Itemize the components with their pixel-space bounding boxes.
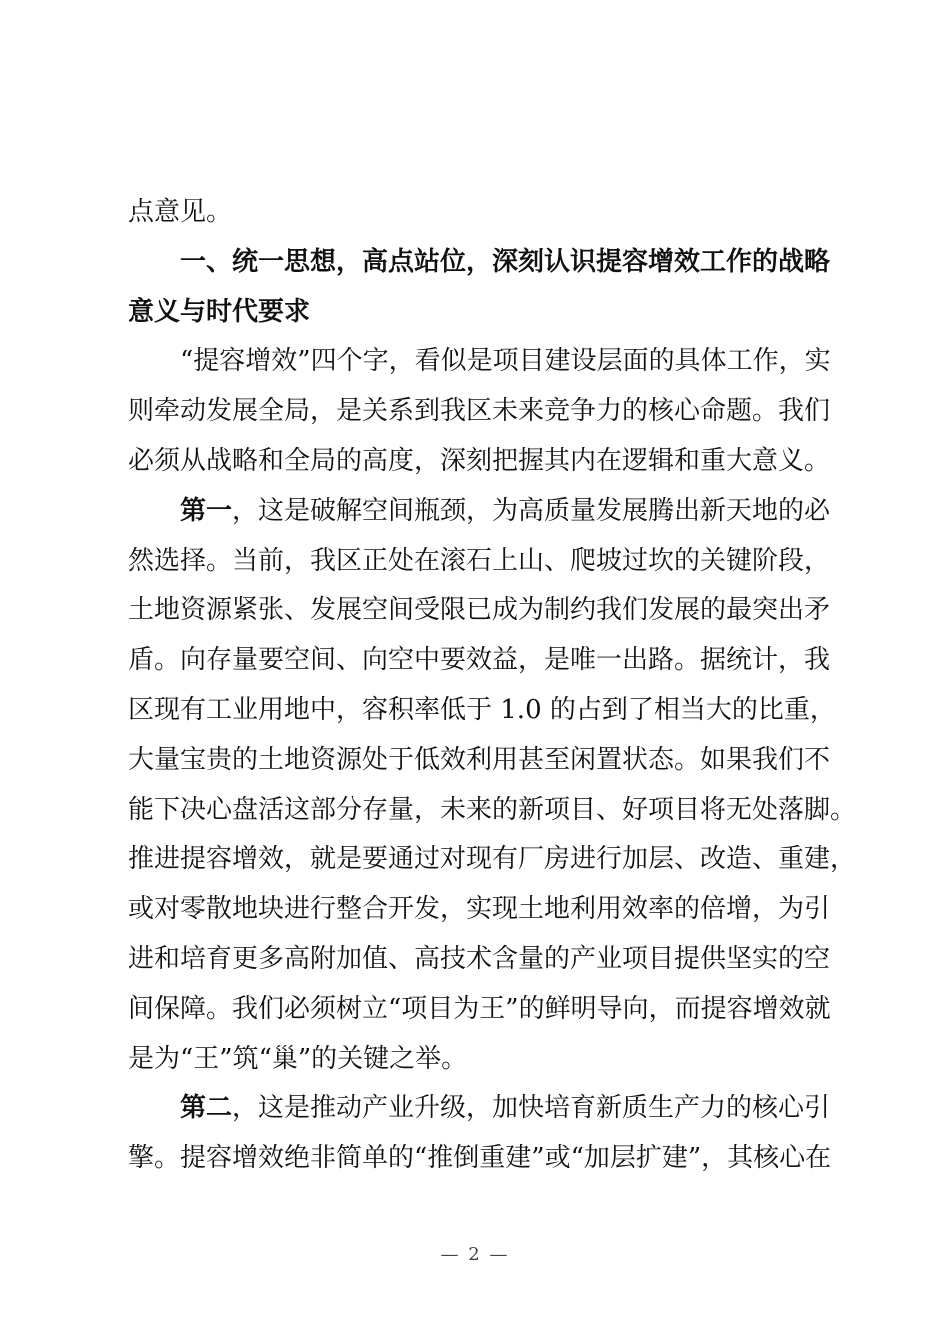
section-heading-line (128, 238, 831, 288)
page-number: — 2 — (440, 1244, 510, 1265)
line-text: 意义与时代要求 (128, 296, 311, 327)
document-body (128, 188, 857, 1184)
line-text: 点意见。 (128, 197, 233, 227)
line-text: 擎。提容增效绝非简单的“推倒重建”或“加层扩建”，其核心在 (128, 1143, 832, 1174)
text-line (128, 387, 831, 437)
text-line (128, 1035, 824, 1085)
line-text: 或对零散地块进行整合开发，实现土地利用效率的倍增，为引 (128, 894, 831, 925)
text-line (128, 437, 831, 487)
line-text: 土地资源紧张、发展空间受限已成为制约我们发展的最突出矛 (128, 595, 831, 626)
lead-term: 第一 (180, 495, 233, 526)
line-text: 进和培育更多高附加值、高技术含量的产业项目提供坚实的空 (128, 943, 831, 974)
line-text: 推进提容增效，就是要通过对现有厂房进行加层、改造、重建， (128, 844, 857, 875)
text-line (128, 537, 831, 587)
line-text: 间保障。我们必须树立“项目为王”的鲜明导向，而提容增效就 (128, 993, 831, 1024)
line-text: 盾。向存量要空间、向空中要效益，是唯一出路。据统计，我 (128, 645, 831, 676)
line-text: 必须从战略和全局的高度，深刻把握其内在逻辑和重大意义。 (128, 445, 831, 476)
line-text: 则牵动发展全局，是关系到我区未来竞争力的核心命题。我们 (128, 396, 831, 427)
text-line (128, 835, 857, 885)
lead-term: 第二 (180, 1093, 233, 1124)
line-text: 一、统一思想，高点站位，深刻认识提容增效工作的战略 (180, 246, 831, 277)
text-line (128, 786, 857, 836)
section-heading-line (128, 288, 824, 338)
text-line (128, 736, 831, 786)
text-line (128, 1134, 832, 1184)
line-text: 然选择。当前，我区正处在滚石上山、爬坡过坎的关键阶段， (128, 545, 831, 576)
text-line (128, 337, 831, 387)
text-line (128, 487, 831, 537)
line-text: “提容增效”四个字，看似是项目建设层面的具体工作，实 (180, 346, 831, 377)
line-text: ，这是推动产业升级，加快培育新质生产力的核心引 (232, 1093, 831, 1124)
line-text: 能下决心盘活这部分存量，未来的新项目、好项目将无处落脚。 (128, 794, 857, 825)
line-text: ，这是破解空间瓶颈，为高质量发展腾出新天地的必 (232, 495, 831, 526)
text-line (128, 985, 831, 1035)
line-text: 大量宝贵的土地资源处于低效利用甚至闲置状态。如果我们不 (128, 744, 831, 775)
line-text: 区现有工业用地中，容积率低于 1.0 的占到了相当大的比重， (128, 694, 836, 725)
text-line (128, 636, 831, 686)
text-line (128, 935, 831, 985)
text-line (128, 885, 831, 935)
text-line (128, 188, 824, 238)
text-line (128, 586, 831, 636)
text-line (128, 1084, 831, 1134)
line-text: 是为“王”筑“巢”的关键之举。 (128, 1043, 468, 1074)
text-line (128, 686, 836, 736)
